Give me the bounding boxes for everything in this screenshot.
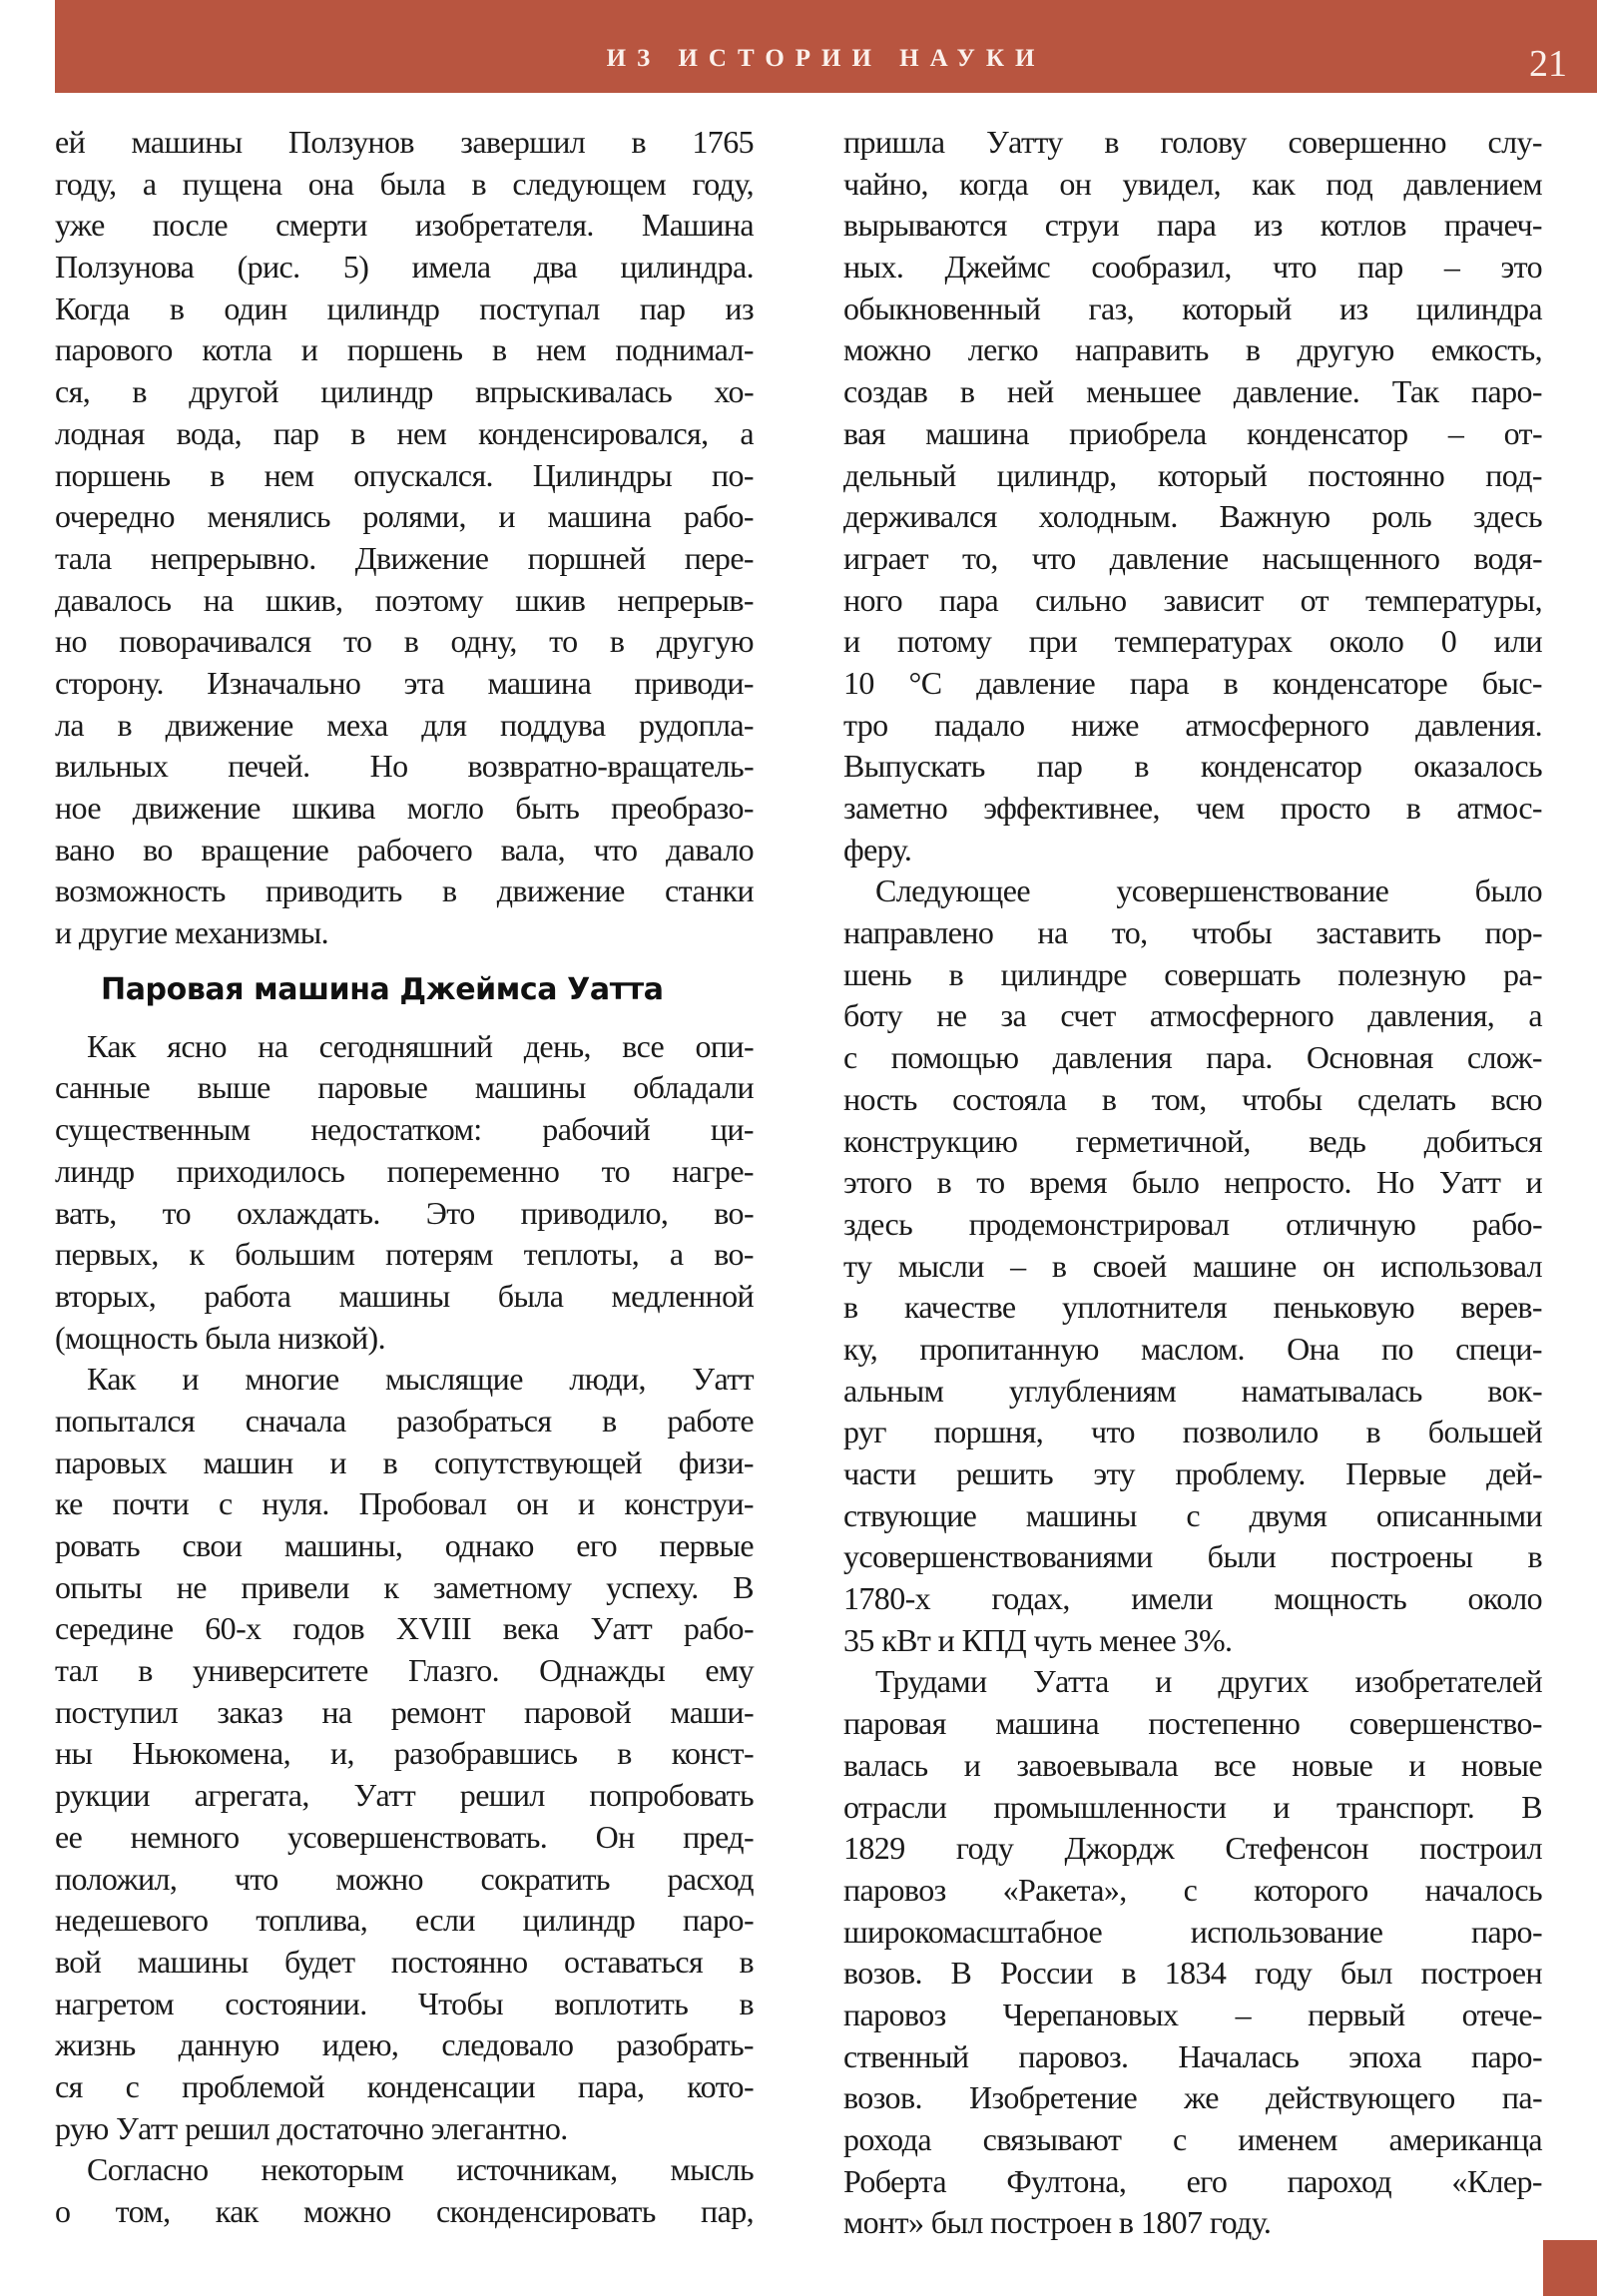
page-number: 21 (1529, 43, 1567, 85)
paragraph (55, 1359, 754, 2149)
text-line: монт» был построен в 1807 году. (843, 2204, 1272, 2241)
text-line: ся, в другой цилиндр впрыскивалась хо- (55, 373, 754, 410)
text-line: сторону. Изначально эта машина приводи- (55, 664, 754, 701)
text-line: паровая машина постепенно совершенство- (843, 1705, 1542, 1742)
text-line: боту не за счет атмосферного давления, а (843, 997, 1542, 1034)
text-line: ствующие машины с двумя описанными (843, 1496, 1542, 1533)
text-line: валась и завоевывала все новые и новые (843, 1746, 1542, 1783)
text-line: вать, то охлаждать. Это приводило, во- (55, 1194, 754, 1231)
text-line: Как ясно на сегодняшний день, все опи- (87, 1027, 754, 1064)
text-line: ту мысли – в своей машине он использовал (843, 1247, 1542, 1284)
text-line: альным углублениям наматывалась вок- (843, 1372, 1542, 1409)
text-line: санные выше паровые машины обладали (55, 1069, 754, 1106)
text-line: недешевого топлива, если цилиндр паро- (55, 1902, 754, 1939)
text-line: Согласно некоторым источникам, мысль (87, 2151, 754, 2188)
text-line: части решить эту проблему. Первые дей- (843, 1455, 1542, 1491)
text-line: руг поршня, что позволило в большей (843, 1414, 1542, 1450)
text-line: можно легко направить в другую емкость, (843, 331, 1542, 368)
text-line: Выпускать пар в конденсатор оказалось (843, 748, 1542, 785)
text-line: 1829 году Джордж Стефенсон построил (843, 1830, 1542, 1867)
text-line: ла в движение меха для поддува рудопла- (55, 706, 754, 743)
text-line: уже после смерти изобретателя. Машина (55, 207, 754, 244)
text-line: вано во вращение рабочего вала, что давало (55, 831, 754, 867)
text-line: давалось на шкив, поэтому шкив непрерыв- (55, 581, 754, 618)
text-line: и другие механизмы. (55, 914, 329, 951)
text-line: рую Уатт решил достаточно элегантно. (55, 2109, 568, 2146)
text-line: лодная вода, пар в нем конденсировался, а (55, 414, 754, 451)
text-line: вырываются струи пара из котлов прачеч- (843, 207, 1542, 244)
text-line: нагретом состоянии. Чтобы воплотить в (55, 1985, 754, 2021)
right-column (843, 122, 1542, 2244)
paragraph (55, 1026, 754, 1360)
paragraph (55, 2149, 754, 2232)
text-line: тро падало ниже атмосферного давления. (843, 706, 1542, 743)
text-line: первых, к большим потерям теплоты, а во- (55, 1236, 754, 1273)
text-line: ся с проблемой конденсации пара, кото- (55, 2067, 754, 2104)
text-line: ровать свои машины, однако его первые (55, 1527, 754, 1563)
text-line: паровоз Черепановых – первый отече- (843, 1996, 1542, 2032)
text-line: этого в то время было непросто. Но Уатт и (843, 1164, 1542, 1201)
text-line: линдр приходилось попеременно то нагре- (55, 1152, 754, 1189)
text-line: о том, как можно сконденсировать пар, (55, 2193, 754, 2229)
text-line: играет то, что давление насыщенного водя- (843, 539, 1542, 576)
text-line: Когда в один цилиндр поступал пар из (55, 289, 754, 326)
text-line: чайно, когда он увидел, как под давлением (843, 165, 1542, 202)
left-column (55, 122, 754, 2233)
text-line: тал в университете Глазго. Однажды ему (55, 1652, 754, 1689)
text-line: ных. Джеймс сообразил, что пар – это (843, 249, 1542, 286)
text-line: парового котла и поршень в нем поднимал- (55, 331, 754, 368)
page-corner-marker (1543, 2240, 1597, 2296)
text-line: Трудами Уатта и других изобретателей (875, 1663, 1542, 1700)
text-line: возов. В России в 1834 году был построен (843, 1955, 1542, 1992)
text-line: шень в цилиндре совершать полезную ра- (843, 955, 1542, 992)
text-line: с помощью давления пара. Основная слож- (843, 1039, 1542, 1076)
section-heading: Паровая машина Джеймса Уатта (101, 971, 664, 1007)
text-line: держивался холодным. Важную роль здесь (843, 498, 1542, 535)
text-line: ность состояла в том, чтобы сделать всю (843, 1080, 1542, 1117)
text-line: конструкцию герметичной, ведь добиться (843, 1122, 1542, 1159)
text-line: направлено на то, чтобы заставить пор- (843, 914, 1542, 951)
text-line: возможность приводить в движение станки (55, 872, 754, 909)
text-line: ей машины Ползунов завершил в 1765 (55, 124, 754, 160)
text-line: 10 °C давление пара в конденсаторе быс- (843, 664, 1542, 701)
text-line: жизнь данную идею, следовало разобрать- (55, 2026, 754, 2063)
text-line: рукции агрегата, Уатт решил попробовать (55, 1777, 754, 1814)
text-line: существенным недостатком: рабочий ци- (55, 1111, 754, 1148)
paragraph (843, 870, 1542, 1661)
text-line: ку, пропитанную маслом. Она по специ- (843, 1330, 1542, 1367)
text-line: тала непрерывно. Движение поршней пере- (55, 539, 754, 576)
text-line: ное движение шкива могло быть преобразо- (55, 790, 754, 826)
text-line: ке почти с нуля. Пробовал он и конструи- (55, 1485, 754, 1522)
text-line: создав в ней меньшее давление. Так паро- (843, 373, 1542, 410)
text-line: но поворачивался то в одну, то в другую (55, 623, 754, 660)
paragraph (55, 122, 754, 954)
section-title: ИЗ ИСТОРИИ НАУКИ (606, 45, 1046, 72)
text-line: дельный цилиндр, который постоянно под- (843, 456, 1542, 493)
text-line: 35 кВт и КПД чуть менее 3%. (843, 1621, 1233, 1658)
text-line: году, а пущена она была в следующем году, (55, 165, 754, 202)
text-line: середине 60-х годов XVIII века Уатт рабо- (55, 1610, 754, 1647)
text-line: усовершенствованиями были построены в (843, 1538, 1542, 1575)
text-line: широкомасштабное использование паро- (843, 1913, 1542, 1950)
text-line: поршень в нем опускался. Цилиндры по- (55, 456, 754, 493)
text-line: вая машина приобрела конденсатор – от- (843, 414, 1542, 451)
text-line: обыкновенный газ, который из цилиндра (843, 289, 1542, 326)
text-line: Следующее усовершенствование было (875, 872, 1542, 909)
text-line: паровых машин и в сопутствующей физи- (55, 1443, 754, 1480)
text-line: и потому при температурах около 0 или (843, 623, 1542, 660)
text-line: вой машины будет постоянно оставаться в (55, 1943, 754, 1980)
text-line: (мощность была низкой). (55, 1319, 385, 1356)
text-line: феру. (843, 831, 912, 867)
text-line: ее немного усовершенствовать. Он пред- (55, 1818, 754, 1855)
text-line: заметно эффективнее, чем просто в атмос- (843, 790, 1542, 826)
text-line: ственный паровоз. Началась эпоха паро- (843, 2037, 1542, 2074)
text-line: опыты не привели к заметному успеху. В (55, 1568, 754, 1605)
paragraph (843, 122, 1542, 870)
text-line: в качестве уплотнителя пеньковую верев- (843, 1289, 1542, 1326)
text-line: Как и многие мыслящие люди, Уатт (87, 1361, 754, 1398)
text-line: Ползунова (рис. 5) имела два цилиндра. (55, 249, 754, 286)
text-line: вторых, работа машины была медленной (55, 1277, 754, 1314)
text-line: пришла Уатту в голову совершенно слу- (843, 124, 1542, 160)
text-line: ны Ньюкомена, и, разобравшись в конст- (55, 1735, 754, 1772)
text-line: паровоз «Ракета», с которого началось (843, 1871, 1542, 1908)
text-line: отрасли промышленности и транспорт. В (843, 1788, 1542, 1825)
text-line: 1780-х годах, имели мощность около (843, 1580, 1542, 1617)
text-line: очередно менялись ролями, и машина рабо- (55, 498, 754, 535)
text-line: возов. Изобретение же действующего па- (843, 2079, 1542, 2116)
text-line: поступил заказ на ремонт паровой маши- (55, 1693, 754, 1730)
text-line: вильных печей. Но возвратно-вращатель- (55, 748, 754, 785)
text-line: положил, что можно сократить расход (55, 1860, 754, 1897)
text-line: Роберта Фултона, его пароход «Клер- (843, 2162, 1542, 2199)
text-line: попытался сначала разобраться в работе (55, 1402, 754, 1438)
paragraph (843, 1661, 1542, 2244)
text-line: здесь продемонстрировал отличную рабо- (843, 1205, 1542, 1242)
text-line: рохода связывают с именем американца (843, 2121, 1542, 2157)
section-header-bar (55, 0, 1597, 93)
text-line: ного пара сильно зависит от температуры, (843, 581, 1542, 618)
